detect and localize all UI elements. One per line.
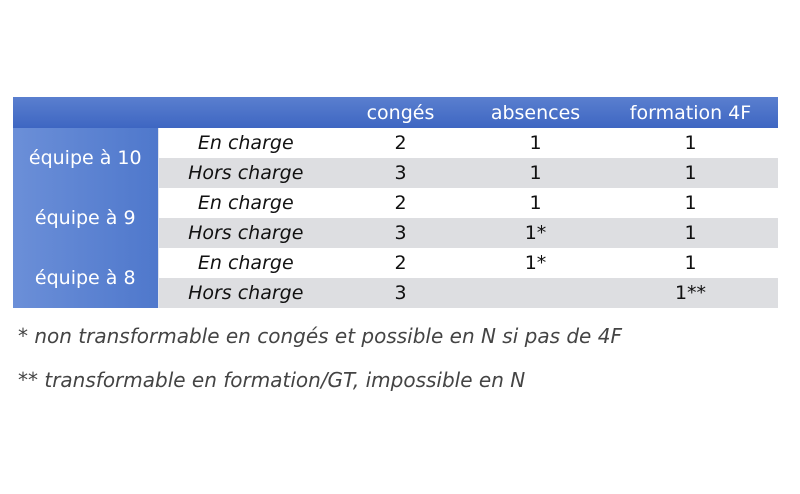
cell-conges: 3 bbox=[333, 218, 468, 248]
table-row bbox=[13, 128, 778, 158]
cell-conges: 2 bbox=[333, 128, 468, 158]
row-type: En charge bbox=[158, 128, 333, 158]
row-type: Hors charge bbox=[158, 158, 333, 188]
cell-absences: 1 bbox=[468, 188, 603, 218]
group-label-equipe-9: équipe à 9 bbox=[13, 188, 158, 248]
header-absences: absences bbox=[468, 97, 603, 128]
cell-formation: 1 bbox=[603, 188, 778, 218]
row-type: Hors charge bbox=[158, 278, 333, 308]
group-label-equipe-8: équipe à 8 bbox=[13, 248, 158, 308]
table-row bbox=[13, 248, 778, 278]
cell-formation: 1 bbox=[603, 158, 778, 188]
footnote-single-star: * non transformable en congés et possible en N si pas de 4F bbox=[18, 324, 622, 348]
cell-absences bbox=[468, 278, 603, 308]
table-row bbox=[13, 188, 778, 218]
cell-conges: 2 bbox=[333, 248, 468, 278]
cell-absences: 1* bbox=[468, 218, 603, 248]
row-type: En charge bbox=[158, 248, 333, 278]
group-label-equipe-10: équipe à 10 bbox=[13, 128, 158, 188]
row-type: Hors charge bbox=[158, 218, 333, 248]
header-conges: congés bbox=[333, 97, 468, 128]
header-row bbox=[13, 97, 778, 128]
cell-formation: 1 bbox=[603, 218, 778, 248]
row-type: En charge bbox=[158, 188, 333, 218]
cell-absences: 1 bbox=[468, 128, 603, 158]
cell-conges: 3 bbox=[333, 158, 468, 188]
cell-conges: 3 bbox=[333, 278, 468, 308]
cell-absences: 1* bbox=[468, 248, 603, 278]
cell-formation: 1 bbox=[603, 128, 778, 158]
header-empty-1 bbox=[13, 97, 158, 128]
cell-absences: 1 bbox=[468, 158, 603, 188]
header-empty-2 bbox=[158, 97, 333, 128]
header-formation: formation 4F bbox=[603, 97, 778, 128]
cell-conges: 2 bbox=[333, 188, 468, 218]
cell-formation: 1** bbox=[603, 278, 778, 308]
allocation-table bbox=[13, 97, 779, 308]
footnote-double-star: ** transformable en formation/GT, impossible en N bbox=[18, 368, 526, 392]
cell-formation: 1 bbox=[603, 248, 778, 278]
